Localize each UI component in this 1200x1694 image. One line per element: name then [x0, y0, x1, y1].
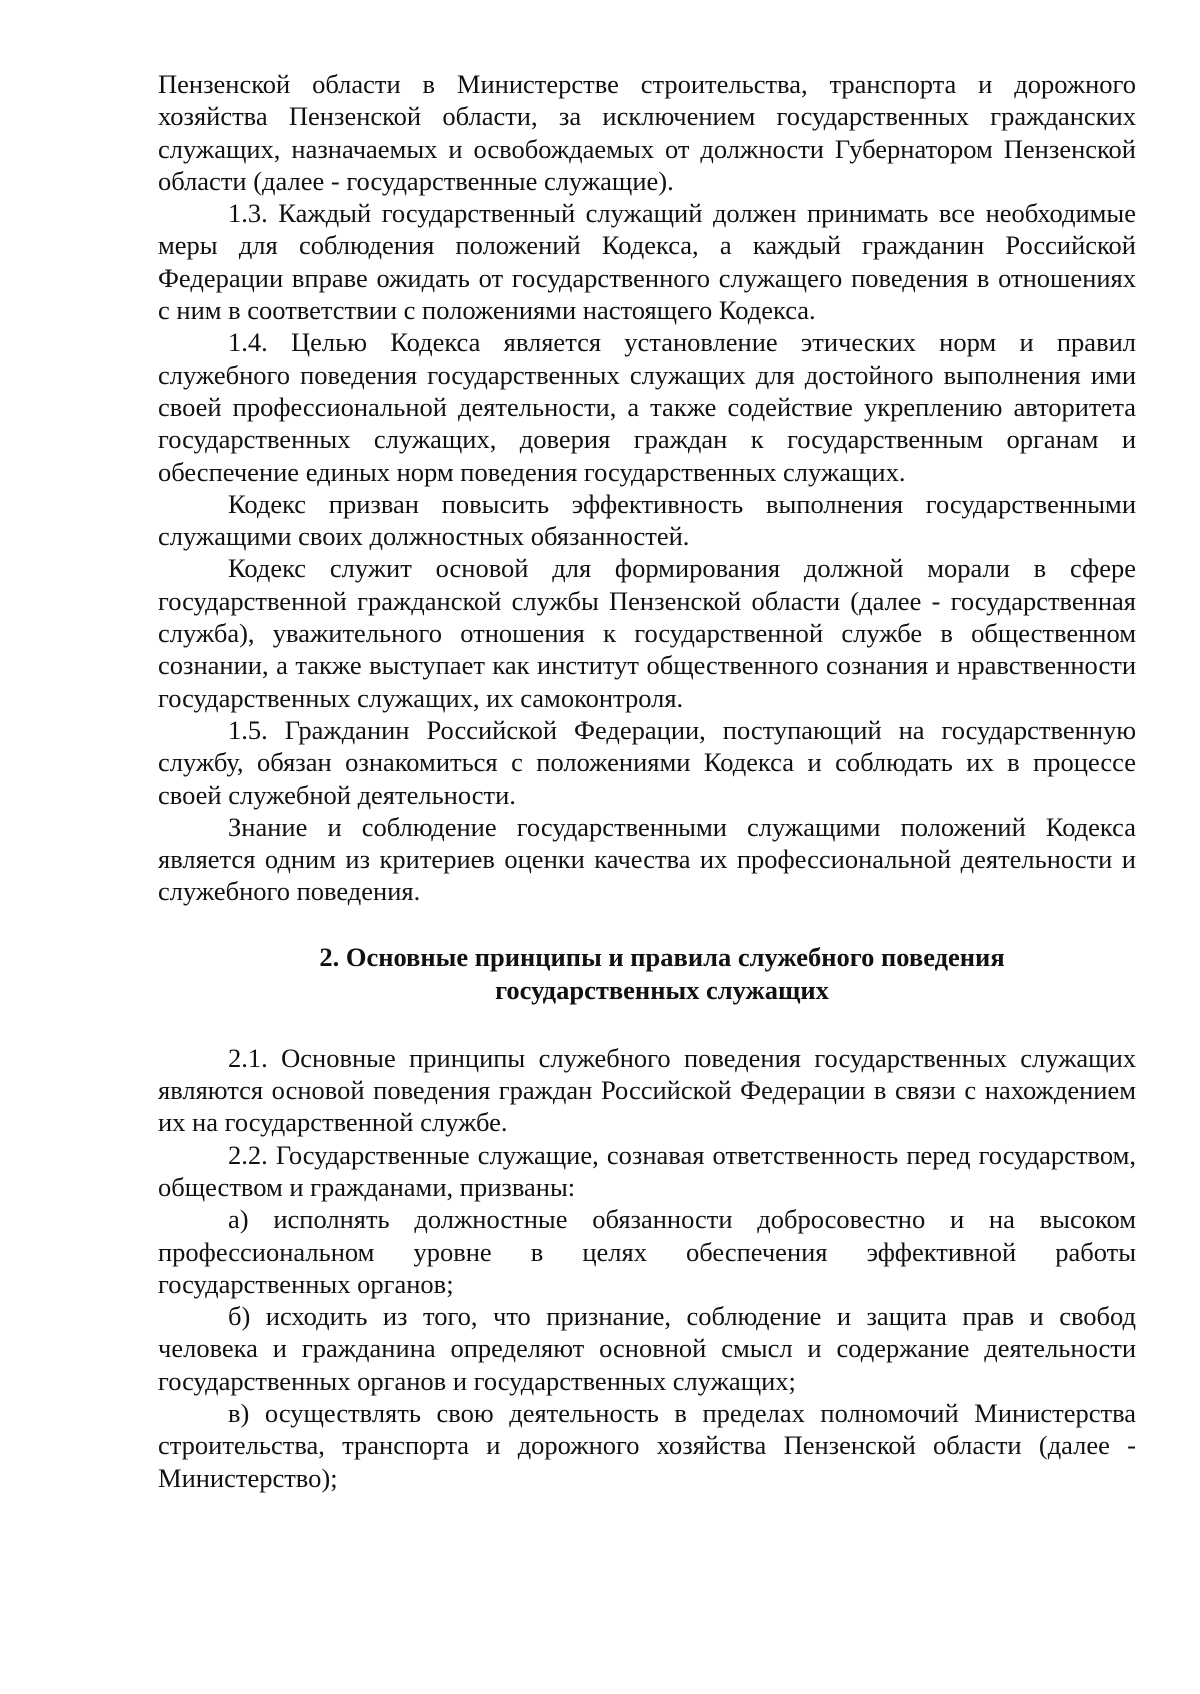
- section-heading-line-1: 2. Основные принципы и правила служебного поведения: [319, 941, 1005, 972]
- paragraph-1-5: 1.5. Гражданин Российской Федерации, поступающий на государственную службу, обязан ознакомиться с положениями Кодекса и соблюдать их в процессе своей служебной деятельности.: [158, 714, 1136, 810]
- paragraph-1-4: 1.4. Целью Кодекса является установление этических норм и правил служебного поведения государственных служащих для достойного выполнения ими своей профессиональной деятельности, а также содействие укреплению авторитета государственных служащих, доверия граждан к государственным органам и обеспечение единых норм поведения государственных служащих.: [158, 327, 1136, 487]
- paragraph-kodeks-sluzhit: Кодекс служит основой для формирования должной морали в сфере государственной гражданской службы Пензенской области (далее - государственная служба), уважительного отношения к государственной службе в общественном сознании, а также выступает как институт общественного сознания и нравственности государственных служащих, их самоконтроля.: [158, 553, 1136, 713]
- paragraph-continuation: Пензенской области в Министерстве строительства, транспорта и дорожного хозяйства Пензенской области, за исключением государственных гражданских служащих, назначаемых и освобождаемых от должности Губернатором Пензенской области (далее - государственные служащие).: [158, 69, 1136, 196]
- paragraph-item-v: в) осуществлять свою деятельность в пределах полномочий Министерства строительства, транспорта и дорожного хозяйства Пензенской области (далее - Министерство);: [158, 1397, 1136, 1493]
- paragraph-kodeks-prizvan: Кодекс призван повысить эффективность выполнения государственными служащими своих должностных обязанностей.: [158, 488, 1136, 552]
- section-heading: [158, 941, 1136, 1007]
- document-page: [158, 68, 1136, 1494]
- paragraph-2-1: 2.1. Основные принципы служебного поведения государственных служащих являются основой поведения граждан Российской Федерации в связи с нахождением их на государственной службе.: [158, 1042, 1136, 1138]
- paragraph-2-2: 2.2. Государственные служащие, сознавая ответственность перед государством, обществом и гражданами, призваны:: [158, 1139, 1136, 1202]
- spacer: [158, 908, 1136, 941]
- paragraph-item-a: а) исполнять должностные обязанности добросовестно и на высоком профессиональном уровне в целях обеспечения эффективной работы государственных органов;: [158, 1204, 1136, 1299]
- paragraph-item-b: б) исходить из того, что признание, соблюдение и защита прав и свобод человека и гражданина определяют основной смысл и содержание деятельности государственных органов и государственных служащих;: [158, 1301, 1136, 1396]
- spacer: [158, 1007, 1136, 1042]
- section-heading-line-2: государственных служащих: [495, 974, 829, 1005]
- paragraph-znanie: Знание и соблюдение государственными служащими положений Кодекса является одним из критериев оценки качества их профессиональной деятельности и служебного поведения.: [158, 811, 1136, 907]
- paragraph-1-3: 1.3. Каждый государственный служащий должен принимать все необходимые меры для соблюдения положений Кодекса, а каждый гражданин Российской Федерации вправе ожидать от государственного служащего поведения в отношениях с ним в соответствии с положениями настоящего Кодекса.: [158, 198, 1136, 326]
